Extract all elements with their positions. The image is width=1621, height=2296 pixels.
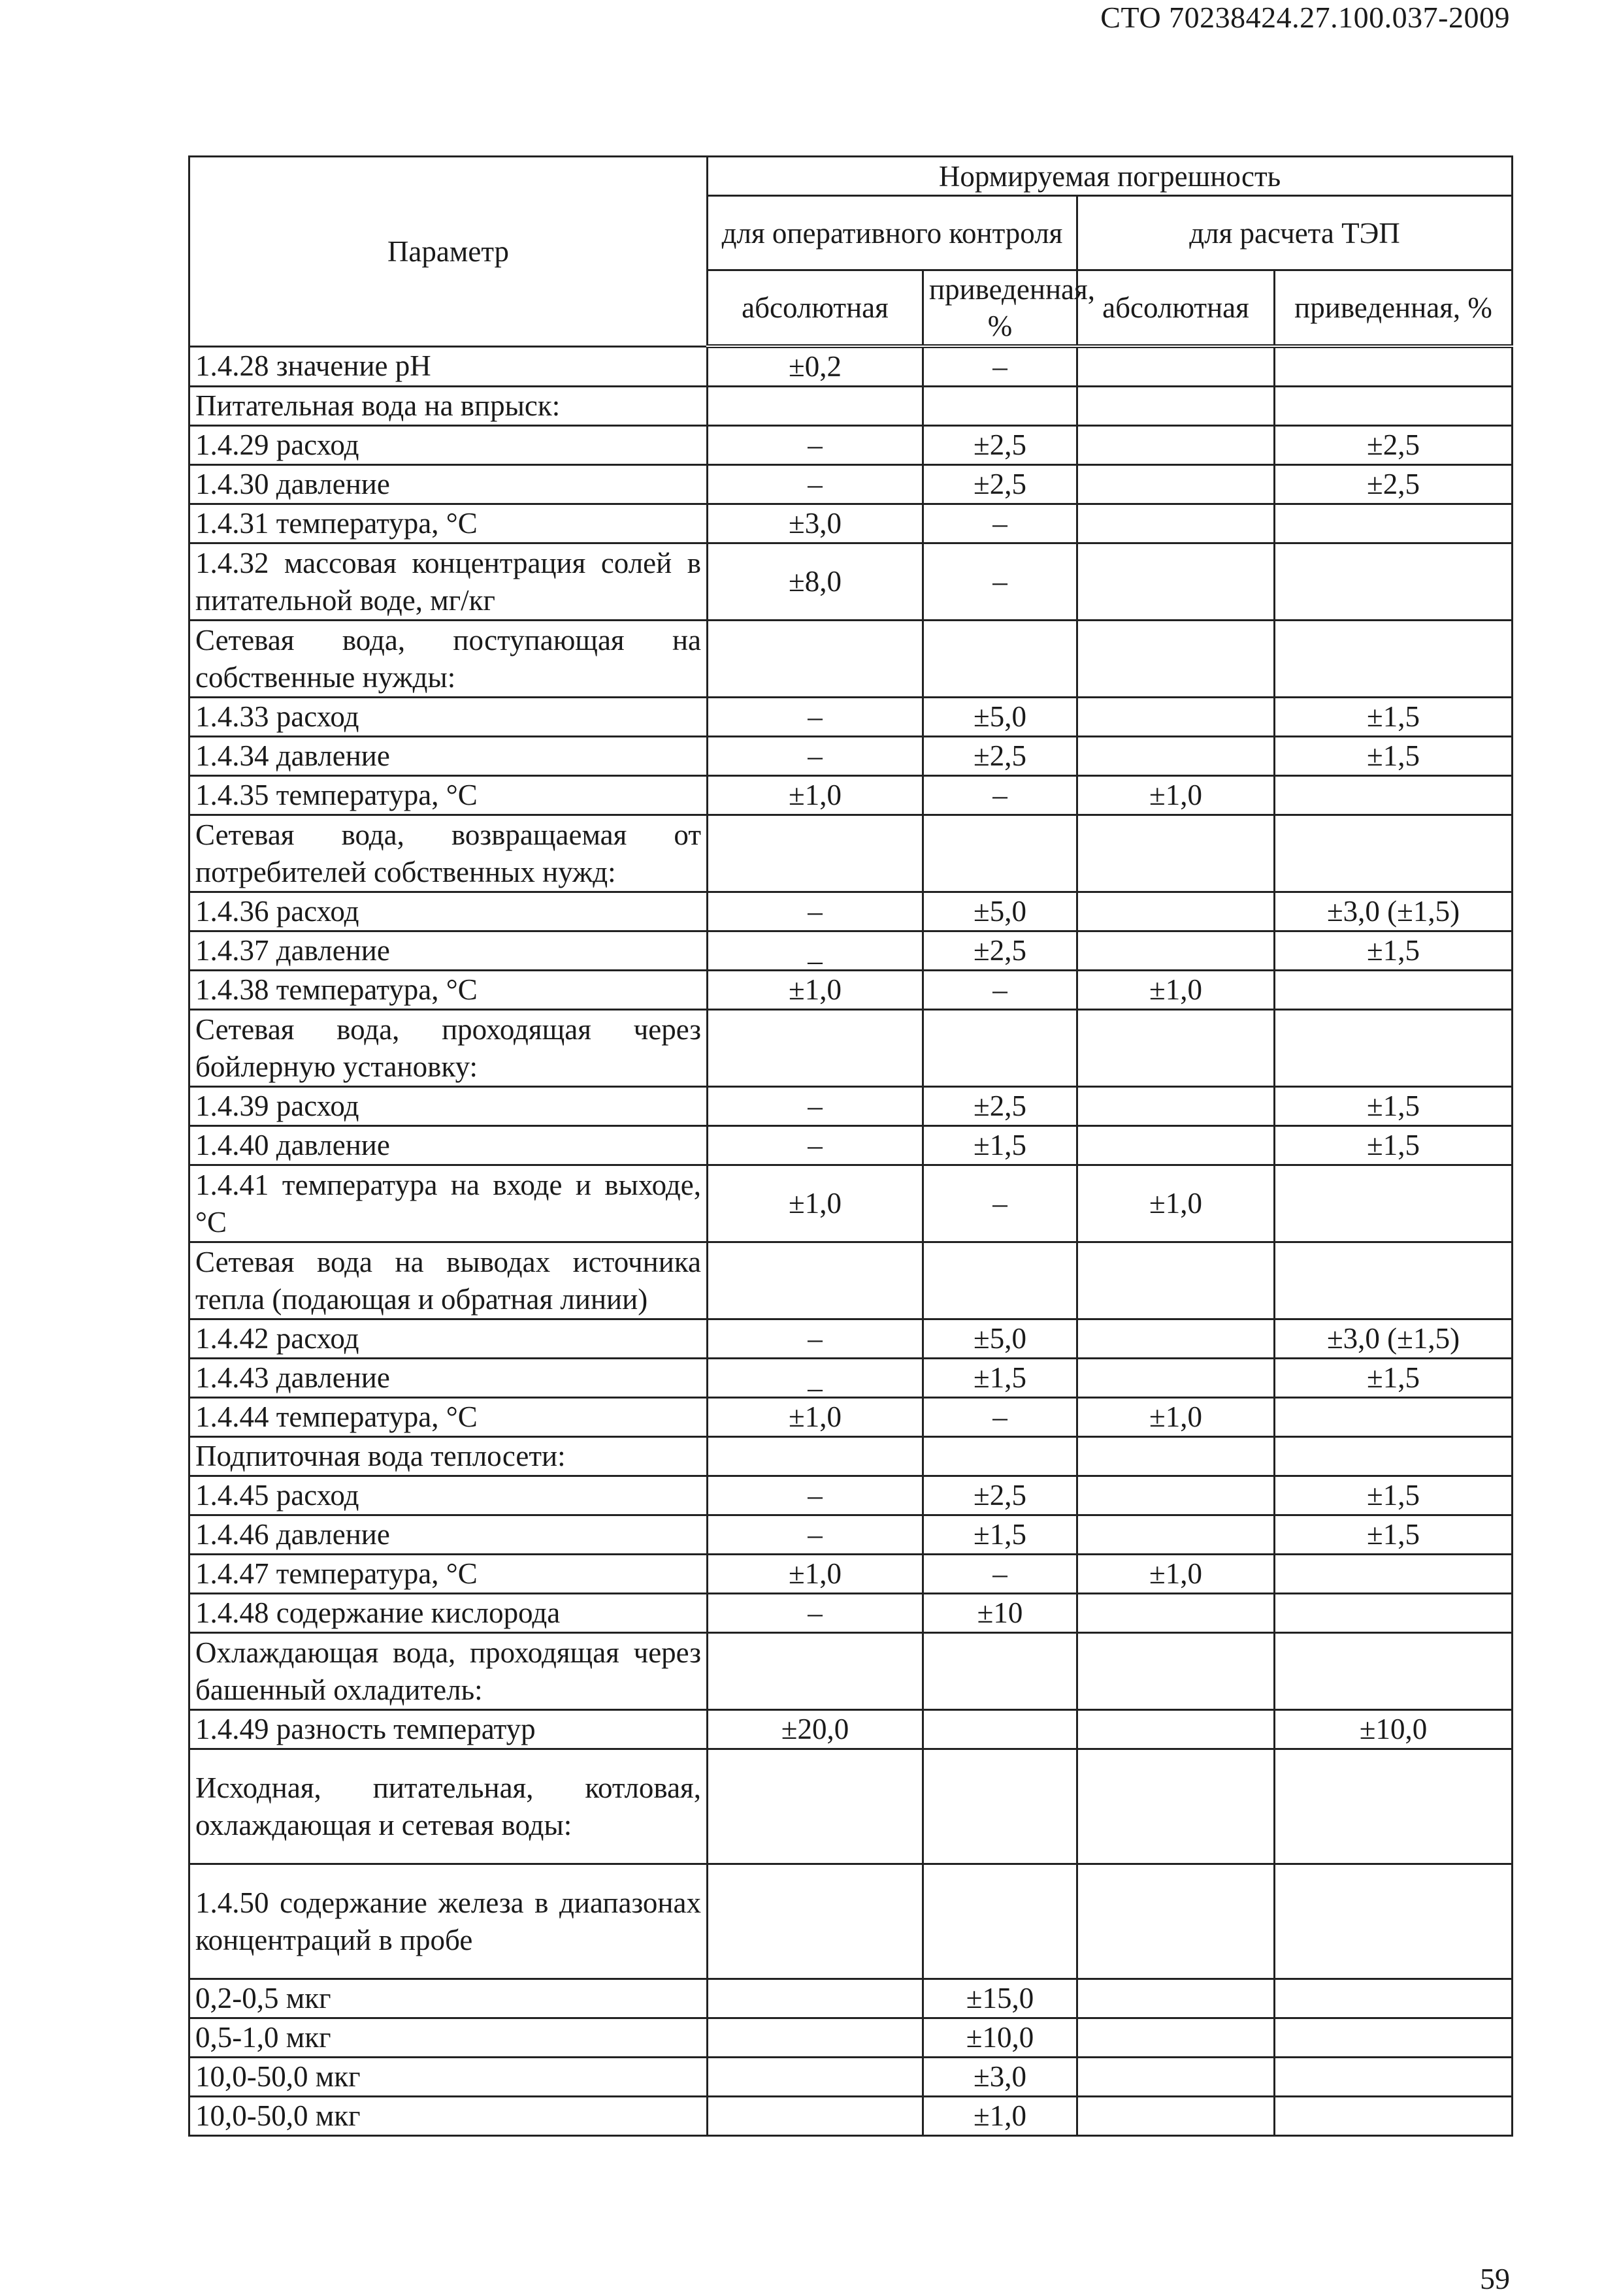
value-cell-c2 (923, 621, 1077, 698)
value-cell-c3 (1077, 1359, 1275, 1398)
parameter-cell: 1.4.42 расход (189, 1319, 708, 1359)
value-cell-c4 (1275, 2058, 1513, 2097)
table-row (189, 2018, 1513, 2058)
value-cell-c1 (708, 2018, 923, 2058)
value-cell-c2 (923, 1010, 1077, 1087)
value-cell-c1 (708, 1864, 923, 1979)
value-cell-c1: – (708, 1319, 923, 1359)
value-cell-c2: ±10 (923, 1594, 1077, 1633)
value-cell-c4 (1275, 1979, 1513, 2018)
value-cell-c4 (1275, 971, 1513, 1010)
value-cell-c3 (1077, 1864, 1275, 1979)
value-cell-c3 (1077, 2058, 1275, 2097)
table-row (189, 426, 1513, 465)
value-cell-c2: ±2,5 (923, 931, 1077, 971)
value-cell-c3 (1077, 1476, 1275, 1515)
value-cell-c4 (1275, 815, 1513, 892)
value-cell-c4 (1275, 1010, 1513, 1087)
value-cell-c3: ±1,0 (1077, 971, 1275, 1010)
table-row (189, 621, 1513, 698)
table-row (189, 931, 1513, 971)
value-cell-c4: ±2,5 (1275, 465, 1513, 504)
value-cell-c4: ±2,5 (1275, 426, 1513, 465)
parameter-cell: Сетевая вода на выводах источника тепла (подающая и обратная линии) (189, 1242, 708, 1319)
table-row (189, 776, 1513, 815)
value-cell-c1 (708, 2058, 923, 2097)
value-cell-c3 (1077, 2018, 1275, 2058)
value-cell-c2: ±1,5 (923, 1126, 1077, 1165)
table-row (189, 1242, 1513, 1319)
parameter-cell: 1.4.34 давление (189, 737, 708, 776)
table-row (189, 504, 1513, 543)
value-cell-c1: ±1,0 (708, 1165, 923, 1242)
value-cell-c3 (1077, 1242, 1275, 1319)
value-cell-c2: ±15,0 (923, 1979, 1077, 2018)
value-cell-c3 (1077, 1710, 1275, 1749)
value-cell-c2: ±5,0 (923, 892, 1077, 931)
parameter-cell: 1.4.37 давление (189, 931, 708, 971)
value-cell-c1: – (708, 465, 923, 504)
value-cell-c1: – (708, 892, 923, 931)
value-cell-c2: ±2,5 (923, 737, 1077, 776)
table-body (189, 346, 1513, 2136)
parameter-cell: 1.4.45 расход (189, 1476, 708, 1515)
table-row (189, 1979, 1513, 2018)
value-cell-c3 (1077, 387, 1275, 426)
value-cell-c4: ±1,5 (1275, 931, 1513, 971)
parameter-cell: 1.4.46 давление (189, 1515, 708, 1555)
value-cell-c3 (1077, 1594, 1275, 1633)
table-row (189, 1555, 1513, 1594)
header-parameter: Параметр (189, 157, 708, 347)
value-cell-c1: – (708, 1594, 923, 1633)
header-tep-calculation: для расчета ТЭП (1077, 196, 1513, 270)
table-row (189, 1749, 1513, 1864)
parameter-cell: 1.4.48 содержание кислорода (189, 1594, 708, 1633)
table-row (189, 2097, 1513, 2136)
table-row (189, 1165, 1513, 1242)
value-cell-c4: ±1,5 (1275, 737, 1513, 776)
parameter-cell: Сетевая вода, поступающая на собственные нужды: (189, 621, 708, 698)
parameter-cell: 0,5-1,0 мкг (189, 2018, 708, 2058)
header-operational-control: для оперативного контроля (708, 196, 1077, 270)
value-cell-c1: _ (708, 931, 923, 971)
value-cell-c3 (1077, 737, 1275, 776)
value-cell-c1 (708, 621, 923, 698)
table-row (189, 1515, 1513, 1555)
value-cell-c2 (923, 1633, 1077, 1710)
value-cell-c1: – (708, 737, 923, 776)
value-cell-c3 (1077, 1010, 1275, 1087)
value-cell-c4 (1275, 1398, 1513, 1437)
parameter-cell: 1.4.36 расход (189, 892, 708, 931)
table-row (189, 2058, 1513, 2097)
parameter-cell: 1.4.39 расход (189, 1087, 708, 1126)
value-cell-c1: ±1,0 (708, 971, 923, 1010)
parameter-cell: 1.4.33 расход (189, 698, 708, 737)
table-row (189, 698, 1513, 737)
value-cell-c4 (1275, 1437, 1513, 1476)
parameter-cell: 1.4.35 температура, °С (189, 776, 708, 815)
value-cell-c2: – (923, 504, 1077, 543)
value-cell-c2: – (923, 776, 1077, 815)
table-row (189, 543, 1513, 621)
parameter-cell: 10,0-50,0 мкг (189, 2097, 708, 2136)
value-cell-c3 (1077, 892, 1275, 931)
value-cell-c4: ±1,5 (1275, 698, 1513, 737)
value-cell-c2 (923, 1864, 1077, 1979)
table-row (189, 1633, 1513, 1710)
table-row (189, 1319, 1513, 1359)
value-cell-c4 (1275, 2097, 1513, 2136)
table-row (189, 815, 1513, 892)
value-cell-c3 (1077, 1087, 1275, 1126)
value-cell-c3 (1077, 698, 1275, 737)
value-cell-c2: ±5,0 (923, 698, 1077, 737)
value-cell-c1: ±0,2 (708, 346, 923, 387)
value-cell-c1: ±1,0 (708, 776, 923, 815)
value-cell-c1: – (708, 1476, 923, 1515)
parameter-cell: 1.4.41 температура на входе и выходе, °С (189, 1165, 708, 1242)
document-code: СТО 70238424.27.100.037-2009 (1100, 1, 1510, 34)
value-cell-c4 (1275, 621, 1513, 698)
value-cell-c2: ±1,5 (923, 1359, 1077, 1398)
table-row (189, 1864, 1513, 1979)
value-cell-c2: ±10,0 (923, 2018, 1077, 2058)
value-cell-c4 (1275, 2018, 1513, 2058)
parameter-cell: 1.4.31 температура, °С (189, 504, 708, 543)
value-cell-c1: ±8,0 (708, 543, 923, 621)
value-cell-c1 (708, 387, 923, 426)
value-cell-c1 (708, 1242, 923, 1319)
value-cell-c4 (1275, 504, 1513, 543)
page-number: 59 (1480, 2262, 1510, 2295)
table-row (189, 1594, 1513, 1633)
header-normalized-error: Нормируемая погрешность (708, 157, 1513, 196)
value-cell-c1: – (708, 1087, 923, 1126)
value-cell-c1: _ (708, 1359, 923, 1398)
table-row (189, 387, 1513, 426)
value-cell-c4 (1275, 1864, 1513, 1979)
value-cell-c3 (1077, 931, 1275, 971)
table-row (189, 1476, 1513, 1515)
parameter-cell: 1.4.29 расход (189, 426, 708, 465)
value-cell-c2: – (923, 543, 1077, 621)
value-cell-c3 (1077, 1515, 1275, 1555)
value-cell-c2 (923, 387, 1077, 426)
value-cell-c1: – (708, 426, 923, 465)
value-cell-c4: ±3,0 (±1,5) (1275, 1319, 1513, 1359)
value-cell-c1: ±3,0 (708, 504, 923, 543)
value-cell-c3: ±1,0 (1077, 1398, 1275, 1437)
value-cell-c1: ±20,0 (708, 1710, 923, 1749)
header-op-absolute: абсолютная (708, 270, 923, 347)
value-cell-c4 (1275, 346, 1513, 387)
parameter-cell: 1.4.44 температура, °С (189, 1398, 708, 1437)
value-cell-c2: ±3,0 (923, 2058, 1077, 2097)
parameter-cell: 1.4.49 разность температур (189, 1710, 708, 1749)
value-cell-c3 (1077, 465, 1275, 504)
value-cell-c1 (708, 1437, 923, 1476)
table-row (189, 1398, 1513, 1437)
value-cell-c1: ±1,0 (708, 1555, 923, 1594)
value-cell-c2 (923, 1749, 1077, 1864)
value-cell-c4 (1275, 1555, 1513, 1594)
value-cell-c3: ±1,0 (1077, 1165, 1275, 1242)
value-cell-c1 (708, 1979, 923, 2018)
value-cell-c3 (1077, 426, 1275, 465)
value-cell-c2 (923, 1242, 1077, 1319)
value-cell-c3 (1077, 1749, 1275, 1864)
parameter-cell: 10,0-50,0 мкг (189, 2058, 708, 2097)
value-cell-c4 (1275, 1594, 1513, 1633)
value-cell-c3 (1077, 2097, 1275, 2136)
table-row (189, 1359, 1513, 1398)
value-cell-c1: – (708, 698, 923, 737)
value-cell-c3: ±1,0 (1077, 1555, 1275, 1594)
value-cell-c3 (1077, 1126, 1275, 1165)
value-cell-c3 (1077, 1319, 1275, 1359)
value-cell-c1: – (708, 1126, 923, 1165)
parameter-cell: 1.4.43 давление (189, 1359, 708, 1398)
value-cell-c4 (1275, 1165, 1513, 1242)
value-cell-c3: ±1,0 (1077, 776, 1275, 815)
value-cell-c4: ±1,5 (1275, 1359, 1513, 1398)
parameter-cell: Питательная вода на впрыск: (189, 387, 708, 426)
value-cell-c3 (1077, 621, 1275, 698)
value-cell-c4: ±3,0 (±1,5) (1275, 892, 1513, 931)
value-cell-c4: ±1,5 (1275, 1515, 1513, 1555)
value-cell-c1 (708, 1749, 923, 1864)
parameter-cell: 1.4.47 температура, °С (189, 1555, 708, 1594)
value-cell-c2: ±5,0 (923, 1319, 1077, 1359)
value-cell-c3 (1077, 346, 1275, 387)
table-row (189, 346, 1513, 387)
table-row (189, 465, 1513, 504)
value-cell-c3 (1077, 1437, 1275, 1476)
parameter-cell: Подпиточная вода теплосети: (189, 1437, 708, 1476)
table-row (189, 737, 1513, 776)
header-tep-absolute: абсолютная (1077, 270, 1275, 347)
value-cell-c4: ±1,5 (1275, 1087, 1513, 1126)
value-cell-c2: ±2,5 (923, 1087, 1077, 1126)
value-cell-c2 (923, 1710, 1077, 1749)
parameter-cell: Исходная, питательная, котловая, охлаждающая и сетевая воды: (189, 1749, 708, 1864)
value-cell-c1 (708, 2097, 923, 2136)
header-tep-reduced: приведенная, % (1275, 270, 1513, 347)
table-row (189, 1437, 1513, 1476)
table-row (189, 1710, 1513, 1749)
value-cell-c3 (1077, 815, 1275, 892)
value-cell-c2: ±1,0 (923, 2097, 1077, 2136)
value-cell-c2: ±2,5 (923, 1476, 1077, 1515)
value-cell-c3 (1077, 504, 1275, 543)
value-cell-c1: – (708, 1515, 923, 1555)
table-row (189, 1010, 1513, 1087)
value-cell-c4 (1275, 1633, 1513, 1710)
value-cell-c4 (1275, 1749, 1513, 1864)
parameter-cell: Сетевая вода, возвращаемая от потребителей собственных нужд: (189, 815, 708, 892)
parameter-cell: 0,2-0,5 мкг (189, 1979, 708, 2018)
parameter-cell: 1.4.50 содержание железа в диапазонах концентраций в пробе (189, 1864, 708, 1979)
parameter-cell: 1.4.32 массовая концентрация солей в питательной воде, мг/кг (189, 543, 708, 621)
value-cell-c2: ±2,5 (923, 465, 1077, 504)
parameter-cell: 1.4.38 температура, °С (189, 971, 708, 1010)
value-cell-c4 (1275, 1242, 1513, 1319)
value-cell-c1 (708, 815, 923, 892)
value-cell-c2: ±2,5 (923, 426, 1077, 465)
value-cell-c3 (1077, 1979, 1275, 2018)
value-cell-c4 (1275, 543, 1513, 621)
table-row (189, 892, 1513, 931)
value-cell-c3 (1077, 543, 1275, 621)
parameter-cell: 1.4.40 давление (189, 1126, 708, 1165)
value-cell-c2: – (923, 1555, 1077, 1594)
parameter-cell: Сетевая вода, проходящая через бойлерную установку: (189, 1010, 708, 1087)
value-cell-c4: ±10,0 (1275, 1710, 1513, 1749)
parameter-cell: 1.4.30 давление (189, 465, 708, 504)
value-cell-c4 (1275, 387, 1513, 426)
value-cell-c2 (923, 815, 1077, 892)
value-cell-c1: ±1,0 (708, 1398, 923, 1437)
table-row (189, 1087, 1513, 1126)
value-cell-c1 (708, 1633, 923, 1710)
value-cell-c2: – (923, 346, 1077, 387)
value-cell-c2: ±1,5 (923, 1515, 1077, 1555)
value-cell-c4 (1275, 776, 1513, 815)
value-cell-c2: – (923, 1398, 1077, 1437)
value-cell-c2 (923, 1437, 1077, 1476)
header-op-reduced: приведенная, % (923, 270, 1077, 347)
table-row (189, 1126, 1513, 1165)
error-norms-table (188, 155, 1513, 2137)
parameter-cell: 1.4.28 значение рН (189, 346, 708, 387)
table-row (189, 971, 1513, 1010)
parameter-cell: Охлаждающая вода, проходящая через башенный охладитель: (189, 1633, 708, 1710)
value-cell-c1 (708, 1010, 923, 1087)
value-cell-c2: – (923, 971, 1077, 1010)
value-cell-c4: ±1,5 (1275, 1476, 1513, 1515)
value-cell-c4: ±1,5 (1275, 1126, 1513, 1165)
value-cell-c2: – (923, 1165, 1077, 1242)
value-cell-c3 (1077, 1633, 1275, 1710)
